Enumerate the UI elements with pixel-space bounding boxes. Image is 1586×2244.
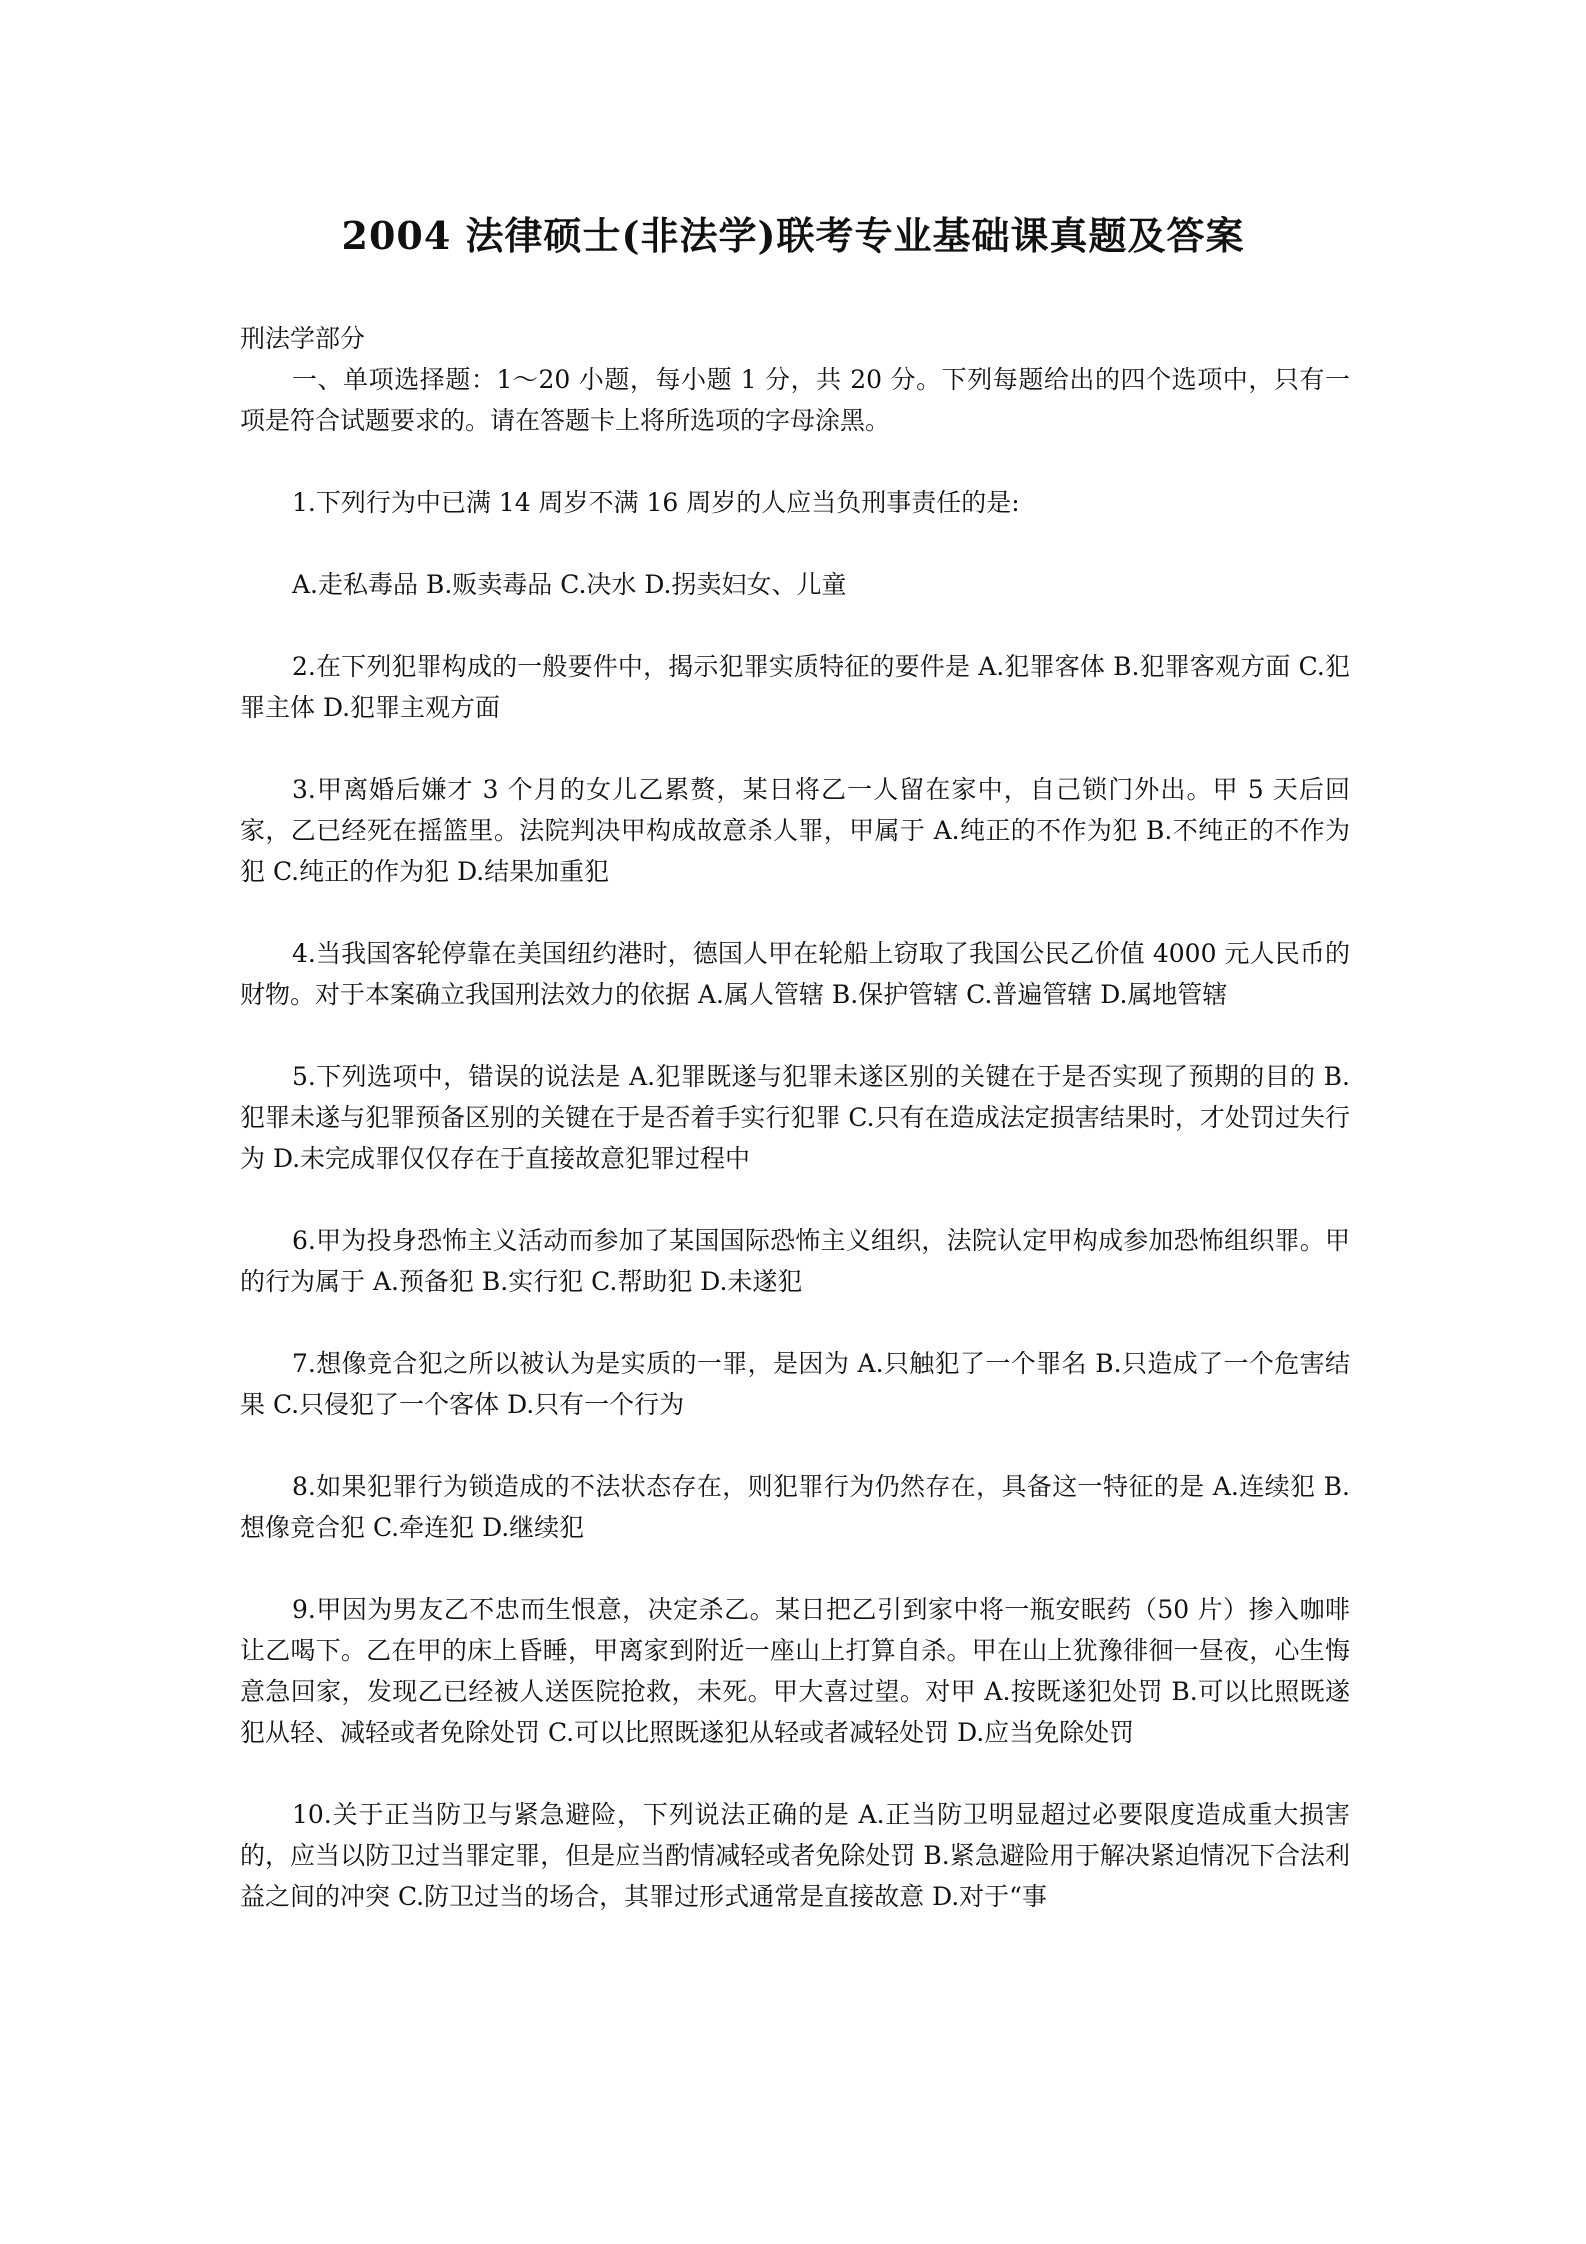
question-1: 1.下列行为中已满 14 周岁不满 16 周岁的人应当负刑事责任的是: xyxy=(292,488,1020,517)
question-10: 10.关于正当防卫与紧急避险，下列说法正确的是 A.正当防卫明显超过必要限度造成重大损害的，应当以防卫过当罪定罪，但是应当酌情减轻或者免除处罚 B.紧急避险用于解决紧迫情况下合法利益之间的冲突 C.防卫过当的场合，其罪过形式通常是直接故意 D.对于“事 xyxy=(240,1800,1350,1911)
question-4: 4.当我国客轮停靠在美国纽约港时，德国人甲在轮船上窃取了我国公民乙价值 4000 元人民币的财物。对于本案确立我国刑法效力的依据 A.属人管辖 B.保护管辖 C.普遍管辖 D.属地管辖 xyxy=(240,939,1350,1009)
question-3: 3.甲离婚后嫌才 3 个月的女儿乙累赘，某日将乙一人留在家中，自己锁门外出。甲 5 天后回家，乙已经死在摇篮里。法院判决甲构成故意杀人罪，甲属于 A.纯正的不作为犯 B.不纯正的不作为犯 C.纯正的作为犯 D.结果加重犯 xyxy=(240,775,1350,886)
question-7: 7.想像竞合犯之所以被认为是实质的一罪，是因为 A.只触犯了一个罪名 B.只造成了一个危害结果 C.只侵犯了一个客体 D.只有一个行为 xyxy=(240,1349,1350,1419)
question-8: 8.如果犯罪行为锁造成的不法状态存在，则犯罪行为仍然存在，具备这一特征的是 A.连续犯 B.想像竞合犯 C.牵连犯 D.继续犯 xyxy=(240,1472,1350,1542)
question-5: 5.下列选项中，错误的说法是 A.犯罪既遂与犯罪未遂区别的关键在于是否实现了预期的目的 B.犯罪未遂与犯罪预备区别的关键在于是否着手实行犯罪 C.只有在造成法定损害结果时，才处罚过失行为 D.未完成罪仅仅存在于直接故意犯罪过程中 xyxy=(240,1062,1350,1173)
instructions-paragraph: 一、单项选择题：1～20 小题，每小题 1 分，共 20 分。下列每题给出的四个选项中，只有一项是符合试题要求的。请在答题卡上将所选项的字母涂黑。 xyxy=(240,365,1350,435)
document-body xyxy=(240,318,1350,1917)
question-2: 2.在下列犯罪构成的一般要件中，揭示犯罪实质特征的要件是 A.犯罪客体 B.犯罪客观方面 C.犯罪主体 D.犯罪主观方面 xyxy=(240,652,1350,722)
question-9: 9.甲因为男友乙不忠而生恨意，决定杀乙。某日把乙引到家中将一瓶安眠药（50 片）掺入咖啡让乙喝下。乙在甲的床上昏睡，甲离家到附近一座山上打算自杀。甲在山上犹豫徘徊一昼夜，心生悔意急回家，发现乙已经被人送医院抢救，未死。甲大喜过望。对甲 A.按既遂犯处罚 B.可以比照既遂犯从轻、减轻或者免除处罚 C.可以比照既遂犯从轻或者减轻处罚 D.应当免除处罚 xyxy=(240,1595,1350,1747)
question-6: 6.甲为投身恐怖主义活动而参加了某国国际恐怖主义组织，法院认定甲构成参加恐怖组织罪。甲的行为属于 A.预备犯 B.实行犯 C.帮助犯 D.未遂犯 xyxy=(240,1226,1350,1296)
question-1-options: A.走私毒品 B.贩卖毒品 C.决水 D.拐卖妇女、儿童 xyxy=(292,570,847,599)
section-label: 刑法学部分 xyxy=(240,324,366,353)
document-title: 2004 法律硕士(非法学)联考专业基础课真题及答案 xyxy=(341,213,1245,258)
